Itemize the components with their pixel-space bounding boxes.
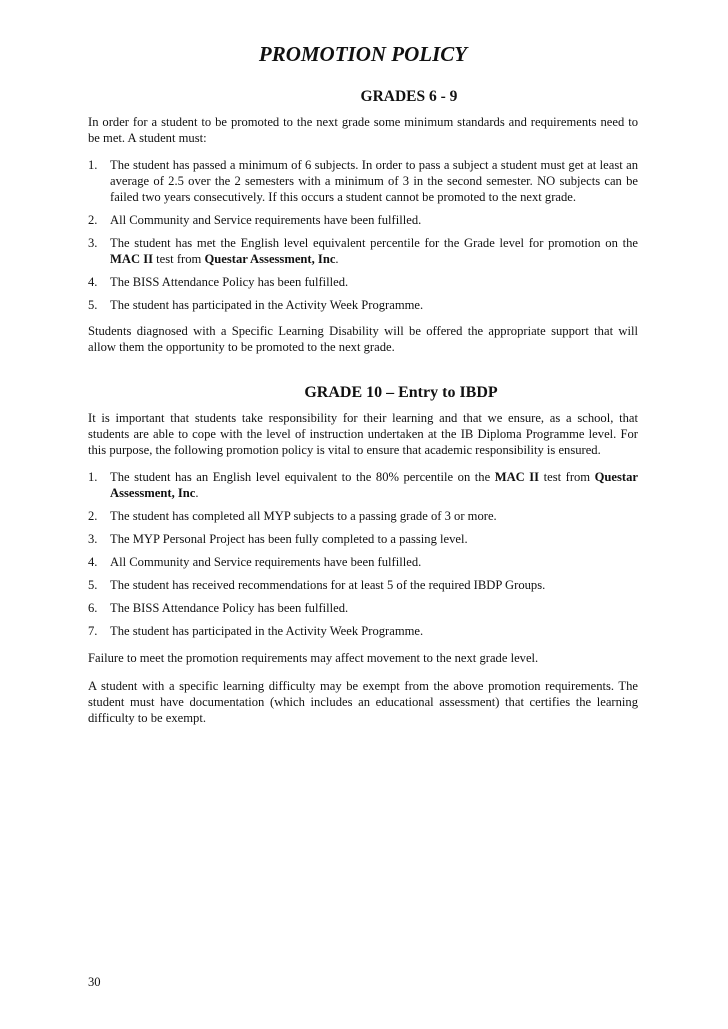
list-item-text: The student has met the English level equivalent percentile for the Grade level for promotion on the MAC II test from Questar Assessment, Inc. (110, 236, 638, 266)
list-item (88, 235, 638, 267)
list-item-number: 5. (88, 298, 98, 312)
list-item (88, 157, 638, 205)
list-item-number: 5. (88, 578, 98, 592)
list-item-text: The BISS Attendance Policy has been fulfilled. (110, 601, 349, 615)
list-item (88, 623, 638, 639)
list-item-number: 2. (88, 213, 98, 227)
list-item (88, 577, 638, 593)
list-item-text: The student has an English level equivalent to the 80% percentile on the MAC II test from Questar Assessment, Inc. (110, 470, 638, 500)
page-content (88, 40, 638, 726)
bold-term: MAC II (110, 252, 154, 266)
list-item (88, 554, 638, 570)
section-heading-grade-10: GRADE 10 – Entry to IBDP (304, 384, 498, 401)
section2-specific-difficulty-note: A student with a specific learning difficulty may be exempt from the above promotion requirements. The student must have documentation (which includes an educational assessment) that certifies the learning difficulty to be exempt. (88, 679, 638, 725)
list-item-number: 1. (88, 158, 98, 172)
list-item-number: 2. (88, 509, 98, 523)
bold-term: MAC II (494, 470, 540, 484)
list-item-number: 7. (88, 624, 98, 638)
page-title: PROMOTION POLICY (258, 42, 468, 66)
bold-term: Questar Assessment, Inc (204, 252, 336, 266)
list-item-text: The student has passed a minimum of 6 subjects. In order to pass a subject a student must get at least an average of 2.5 over the 2 semesters with a minimum of 3 in the second semester. NO subjects can be failed two years consecutively. If this occurs a student cannot be promoted to the next grade. (110, 158, 638, 204)
list-item (88, 508, 638, 524)
list-item (88, 212, 638, 228)
list-item-number: 3. (88, 236, 98, 250)
list-item-number: 4. (88, 275, 98, 289)
list-item-text: All Community and Service requirements have been fulfilled. (110, 213, 422, 227)
list-item-text: The student has participated in the Activity Week Programme. (110, 298, 424, 312)
list-item-text: All Community and Service requirements have been fulfilled. (110, 555, 422, 569)
section2-requirements-list (88, 469, 638, 639)
page-number: 30 (88, 975, 101, 989)
list-item-text: The MYP Personal Project has been fully completed to a passing level. (110, 532, 468, 546)
section2-intro: It is important that students take responsibility for their learning and that we ensure, as a school, that students are able to cope with the level of instruction undertaken at the IB Diploma Programme level. For this purpose, the following promotion policy is vital to ensure that academic responsibility is ensured. (88, 411, 638, 457)
section-heading-grades-6-9: GRADES 6 - 9 (360, 88, 458, 105)
list-item (88, 469, 638, 501)
list-item-text: The student has participated in the Activity Week Programme. (110, 624, 424, 638)
bold-term: Questar Assessment, Inc (110, 470, 638, 500)
list-item-number: 1. (88, 470, 98, 484)
section1-intro: In order for a student to be promoted to the next grade some minimum standards and requirements need to be met. A student must: (88, 115, 638, 145)
section1-closing: Students diagnosed with a Specific Learning Disability will be offered the appropriate support that will allow them the opportunity to be promoted to the next grade. (88, 324, 638, 354)
list-item-text: The student has received recommendations for at least 5 of the required IBDP Groups. (110, 578, 546, 592)
list-item (88, 297, 638, 313)
list-item-text: The BISS Attendance Policy has been fulfilled. (110, 275, 349, 289)
list-item (88, 600, 638, 616)
list-item-text: The student has completed all MYP subjects to a passing grade of 3 or more. (110, 509, 497, 523)
list-item-number: 6. (88, 601, 98, 615)
section1-requirements-list (88, 157, 638, 313)
section2-failure-note: Failure to meet the promotion requirements may affect movement to the next grade level. (88, 651, 539, 665)
list-item (88, 274, 638, 290)
list-item (88, 531, 638, 547)
list-item-number: 4. (88, 555, 98, 569)
list-item-number: 3. (88, 532, 98, 546)
